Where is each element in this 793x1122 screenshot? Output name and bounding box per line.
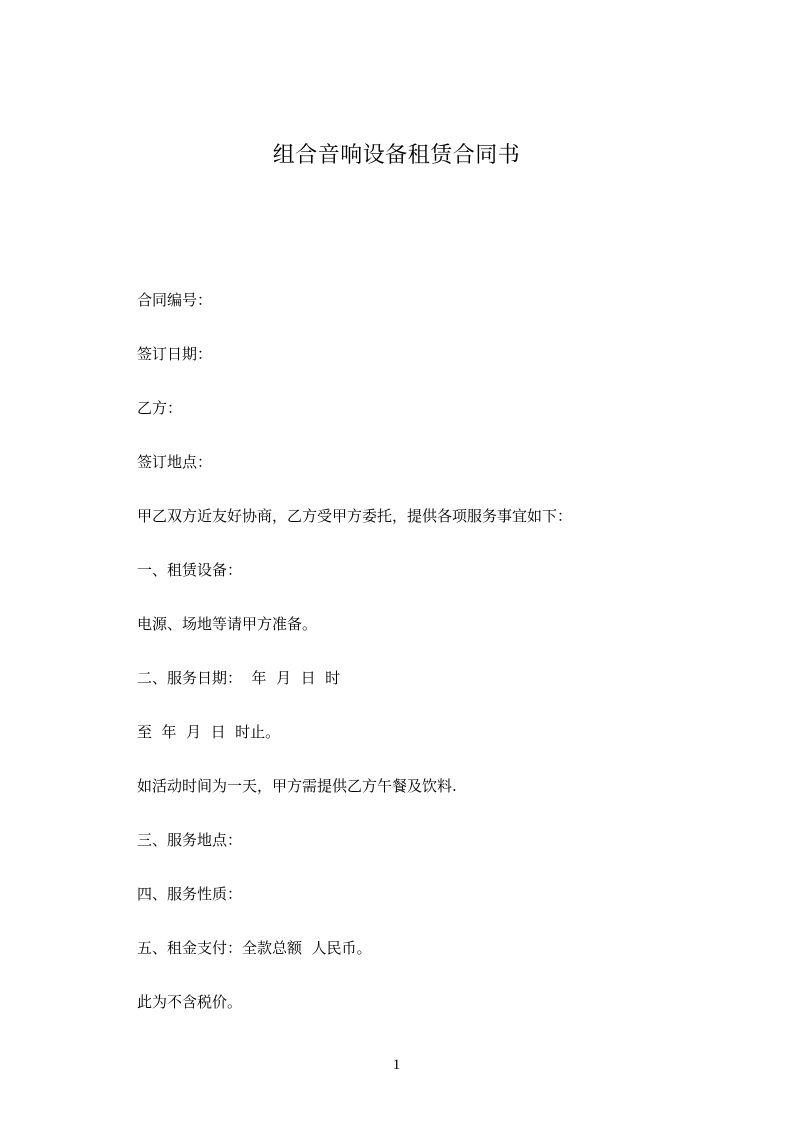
section-service-location: 三、服务地点： — [137, 831, 243, 849]
section-service-nature: 四、服务性质： — [137, 885, 243, 903]
contract-number-line: 合同编号： — [137, 291, 213, 309]
section-service-date: 二、服务日期： 年 月 日 时 — [137, 669, 341, 687]
meal-note-line: 如活动时间为一天，甲方需提供乙方午餐及饮料. — [137, 777, 457, 795]
section-rent-payment: 五、租金支付：全款总额 人民币。 — [137, 939, 372, 957]
service-date-end-line: 至 年 月 日 时止。 — [137, 723, 281, 741]
section-rental-equipment: 一、租赁设备： — [137, 561, 243, 579]
signing-place-line: 签订地点： — [137, 453, 213, 471]
agreement-intro-line: 甲乙双方近友好协商，乙方受甲方委托，提供各项服务事宜如下： — [137, 507, 573, 525]
contract-body — [137, 288, 697, 1044]
party-b-line: 乙方： — [137, 399, 183, 417]
page-number: 1 — [392, 1057, 401, 1073]
document-title: 组合音响设备租赁合同书 — [272, 143, 521, 168]
power-venue-note: 电源、场地等请甲方准备。 — [137, 615, 318, 633]
signing-date-line: 签订日期： — [137, 345, 213, 363]
tax-note-line: 此为不含税价。 — [137, 993, 243, 1011]
